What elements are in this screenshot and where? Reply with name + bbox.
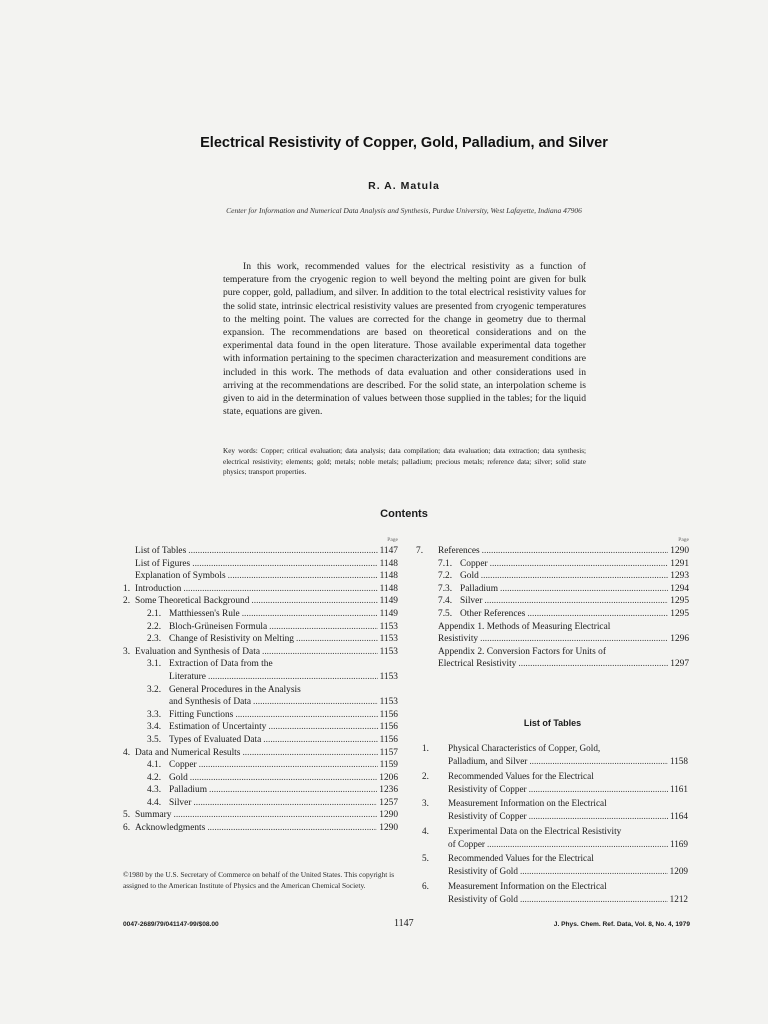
table-title-line1: Recommended Values for the Electrical [448, 853, 594, 863]
toc-entry-label: Extraction of Data from the [169, 659, 273, 670]
leader-dots [262, 646, 378, 659]
toc-entry-label: Gold [169, 772, 188, 783]
leader-dots [520, 893, 668, 906]
table-number: 6. [422, 880, 429, 891]
toc-entry-number: 7. [416, 546, 424, 556]
leader-dots [480, 633, 668, 646]
toc-entry-page: 1149 [379, 608, 398, 619]
page-number: 1147 [394, 918, 414, 929]
toc-entry [123, 709, 398, 722]
toc-entry-label-cont: Literature [169, 671, 206, 682]
toc-entry-label-cont: Resistivity [438, 634, 479, 645]
toc-entry-page: 1294 [670, 583, 689, 594]
page-column-label: Page [678, 537, 689, 543]
toc-entry-number: 2.3. [147, 634, 162, 645]
toc-entry-page: 1257 [379, 797, 398, 808]
toc-entry-label: Palladium [169, 785, 208, 796]
toc-entry-label: Summary [135, 810, 172, 821]
leader-dots [529, 755, 668, 768]
table-number: 2. [422, 770, 429, 781]
toc-entry-page: 1159 [379, 760, 398, 771]
toc-entry-page: 1291 [670, 558, 689, 569]
table-page: 1169 [669, 838, 688, 849]
table-title-line2: of Copper [448, 838, 485, 849]
toc-entry-label: Fitting Functions [169, 709, 234, 720]
leader-dots [253, 696, 378, 709]
journal-citation: J. Phys. Chem. Ref. Data, Vol. 8, No. 4, 1979 [553, 921, 690, 928]
table-list-item [418, 770, 688, 796]
toc-entry-label: Data and Numerical Results [135, 747, 241, 758]
toc-entry-label: Appendix 1. Methods of Measuring Electrical [438, 621, 611, 632]
toc-entry-label: Other References [460, 608, 526, 619]
toc-entry [123, 633, 398, 646]
toc-entry [123, 822, 398, 835]
leader-dots [183, 583, 377, 596]
list-of-tables [418, 742, 688, 907]
leader-dots [235, 709, 377, 722]
table-page: 1212 [669, 893, 688, 904]
toc-entry-number: 7.1. [438, 558, 453, 569]
toc-entry [123, 595, 398, 608]
table-title-line2: Palladium, and Silver [448, 756, 528, 766]
toc-entry-label: References [438, 546, 480, 556]
table-list-item [418, 825, 688, 851]
toc-entry-label: Matthiessen's Rule [169, 608, 240, 619]
author-affiliation: Center for Information and Numerical Data Analysis and Synthesis, Purdue University, West Lafayette, Indiana 47906 [226, 206, 582, 215]
toc-entry-number: 7.3. [438, 583, 453, 594]
toc-entry [123, 797, 398, 810]
table-title-line1: Experimental Data on the Electrical Resistivity [448, 825, 622, 836]
toc-entry-label: Copper [169, 760, 197, 771]
leader-dots [251, 595, 377, 608]
toc-entry [123, 721, 398, 734]
leader-dots [500, 583, 668, 596]
leader-dots [529, 783, 668, 796]
toc-entry-number: 2.2. [147, 621, 162, 632]
table-number: 3. [422, 798, 429, 808]
toc-entry-page: 1290 [379, 823, 398, 834]
page-column-label: Page [387, 537, 398, 543]
toc-entry-page: 1156 [379, 734, 398, 745]
toc-entry [123, 646, 398, 659]
toc-entry-page: 1290 [670, 546, 689, 556]
toc-entry-page: 1295 [670, 596, 689, 607]
toc-entry-label: Estimation of Uncertainty [169, 722, 267, 733]
toc-entry [416, 621, 689, 634]
author-name: R. A. Matula [368, 180, 440, 192]
leader-dots [208, 671, 378, 684]
table-title-line2: Resistivity of Gold [448, 893, 518, 904]
leader-dots [518, 658, 668, 671]
toc-entry-page: 1153 [379, 621, 398, 632]
toc-entry [123, 558, 398, 571]
toc-entry-page: 1148 [379, 583, 398, 594]
toc-entry-number: 4.3. [147, 785, 162, 796]
table-title-line1: Recommended Values for the Electrical [448, 770, 594, 781]
table-title-line1: Measurement Information on the Electrical [448, 880, 607, 891]
toc-entry-page: 1206 [379, 772, 398, 783]
leader-dots [268, 721, 377, 734]
contents-heading: Contents [380, 508, 428, 520]
table-page: 1161 [669, 783, 688, 794]
toc-entry-number: 7.2. [438, 571, 453, 582]
toc-entry [416, 570, 689, 583]
toc-entry-label-cont: and Synthesis of Data [169, 697, 252, 708]
abstract: In this work, recommended values for the electrical resistivity as a function of temperature from the cryogenic region to well beyond the melting point are given for bulk pure copper, gold, palladium, and silver. In addition to the total electrical resistivity values for the solid state, intrinsic electrical resistivity values are presented from cryogenic temperatures to the melting point. The values are corrected for the change in geometry due to thermal expansion. The recommendations are based on theoretical considerations and on the experimental data found in the open literature. Those available experimental data together with information pertaining to the specimen characterization and measurement conditions are included in this work. The methods of data evaluation and other considerations used in arriving at the recommendations are described. For the solid state, an interpolation scheme is given to aid in the determination of values between those supplied in the tables; for the liquid state, equations are given. [223, 261, 586, 418]
toc-entry-number: 3.2. [147, 684, 162, 695]
leader-dots [192, 558, 377, 571]
leader-dots [527, 608, 668, 621]
toc-entry-label: Some Theoretical Background [135, 596, 250, 607]
toc-entry [123, 809, 398, 822]
toc-entry-page: 1153 [379, 671, 398, 682]
table-title-line1: Physical Characteristics of Copper, Gold, [448, 743, 601, 753]
toc-entry-page: 1296 [670, 634, 689, 645]
toc-entry-label: Introduction [135, 583, 182, 594]
leader-dots [242, 608, 378, 621]
toc-entry-page: 1153 [379, 697, 398, 708]
leader-dots [207, 822, 377, 835]
table-page: 1209 [669, 866, 688, 876]
table-title-line2-row [448, 783, 688, 796]
leader-dots [484, 595, 668, 608]
leader-dots [482, 545, 669, 558]
list-of-tables-heading: List of Tables [523, 718, 582, 728]
toc-entry-page: 1293 [670, 571, 689, 582]
leader-dots [263, 734, 377, 747]
toc-entry [123, 784, 398, 797]
toc-entry-label: List of Figures [135, 558, 191, 569]
leader-dots [209, 784, 377, 797]
table-title-line1: Measurement Information on the Electrical [448, 798, 607, 808]
toc-entry [123, 747, 398, 760]
toc-entry [416, 595, 689, 608]
leader-dots [296, 633, 378, 646]
toc-entry-page: 1148 [379, 558, 398, 569]
leader-dots [228, 570, 378, 583]
toc-entry-page: 1148 [379, 571, 398, 582]
table-title-line2: Resistivity of Copper [448, 811, 527, 821]
toc-entry-label: Palladium [460, 583, 499, 594]
toc-entry-label: Evaluation and Synthesis of Data [135, 646, 260, 657]
toc-entry-number: 4. [123, 747, 131, 758]
table-title-line2-row [448, 838, 688, 851]
toc-entry-page: 1153 [379, 634, 398, 645]
leader-dots [188, 545, 377, 558]
toc-entry-label: Silver [169, 797, 192, 808]
toc-entry [416, 583, 689, 596]
toc-entry-label: Acknowledgments [135, 823, 206, 834]
toc-entry-number: 7.4. [438, 596, 453, 607]
toc-entry [416, 608, 689, 621]
leader-dots [193, 797, 377, 810]
toc-entry-number: 1. [123, 583, 131, 594]
toc-entry-page: 1156 [379, 722, 398, 733]
toc-entry-number: 3.4. [147, 722, 162, 733]
contents-right-column [416, 536, 689, 671]
toc-entry-number: 4.1. [147, 760, 162, 771]
toc-entry-label: General Procedures in the Analysis [169, 684, 301, 695]
toc-entry-label-cont: Electrical Resistivity [438, 659, 517, 670]
table-number: 1. [422, 743, 429, 753]
toc-entry-label: Explanation of Symbols [135, 571, 226, 582]
table-title-line2: Resistivity of Gold [448, 866, 518, 876]
toc-entry-continuation [123, 696, 398, 709]
toc-entry-label: Gold [460, 571, 479, 582]
toc-entry-label: Copper [460, 558, 488, 569]
leader-dots [481, 570, 669, 583]
toc-entry-continuation [416, 633, 689, 646]
toc-entry-number: 5. [123, 810, 131, 821]
toc-entry-number: 2.1. [147, 608, 162, 619]
toc-entry-page: 1290 [379, 810, 398, 821]
toc-entry-label: List of Tables [135, 546, 187, 556]
table-title-line2-row [448, 893, 688, 906]
toc-entry [123, 621, 398, 634]
toc-entry [123, 684, 398, 697]
table-list-item [418, 797, 688, 823]
toc-entry-page: 1236 [379, 785, 398, 796]
contents-left-column [123, 536, 398, 835]
toc-entry-continuation [123, 671, 398, 684]
toc-entry [123, 570, 398, 583]
table-list-item [418, 852, 688, 878]
leader-dots [520, 865, 668, 878]
toc-entry-number: 6. [123, 823, 131, 834]
table-title-line2: Resistivity of Copper [448, 783, 527, 794]
toc-entry-number: 3.3. [147, 709, 162, 720]
toc-entry-label: Change of Resistivity on Melting [169, 634, 294, 645]
toc-entry [416, 646, 689, 659]
toc-entry-page: 1153 [379, 646, 398, 657]
leader-dots [487, 838, 668, 851]
toc-entry-page: 1147 [379, 546, 398, 556]
paper-title: Electrical Resistivity of Copper, Gold, Palladium, and Silver [200, 135, 608, 151]
leader-dots [190, 772, 378, 785]
footer-code: 0047-2689/79/041147-99/$08.00 [123, 921, 219, 928]
toc-entry-number: 4.2. [147, 772, 162, 783]
toc-entry [123, 608, 398, 621]
toc-entry [123, 658, 398, 671]
toc-entry [123, 583, 398, 596]
table-page: 1164 [669, 811, 688, 821]
toc-entry-label: Appendix 2. Conversion Factors for Units of [438, 646, 606, 657]
table-title-line2-row [448, 810, 688, 823]
toc-entry-number: 2. [123, 596, 131, 607]
table-page: 1158 [669, 756, 688, 766]
leader-dots [242, 747, 377, 760]
leader-dots [199, 759, 378, 772]
table-title-line2-row [448, 755, 688, 768]
toc-entry [416, 545, 689, 558]
copyright-notice: ©1980 by the U.S. Secretary of Commerce on behalf of the United States. This copyright is assigned to the American Institute of Physics and the American Chemical Society. [123, 870, 395, 890]
table-list-item [418, 880, 688, 906]
leader-dots [529, 810, 668, 823]
table-number: 4. [422, 825, 429, 836]
table-title-line2-row [448, 865, 688, 878]
toc-entry-label: Silver [460, 596, 483, 607]
toc-entry-page: 1149 [379, 596, 398, 607]
toc-entry-page: 1156 [379, 709, 398, 720]
toc-entry [123, 545, 398, 558]
toc-entry-number: 3.5. [147, 734, 162, 745]
toc-entry-page: 1295 [670, 608, 689, 619]
toc-entry-label: Bloch-Grüneisen Formula [169, 621, 268, 632]
toc-entry [123, 759, 398, 772]
toc-entry-page: 1157 [379, 747, 398, 758]
toc-entry [416, 558, 689, 571]
leader-dots [173, 809, 377, 822]
toc-entry [123, 772, 398, 785]
table-list-item [418, 742, 688, 768]
toc-entry [123, 734, 398, 747]
toc-entry-label: Types of Evaluated Data [169, 734, 262, 745]
toc-entry-continuation [416, 658, 689, 671]
toc-entry-number: 3.1. [147, 659, 162, 670]
toc-entry-number: 3. [123, 646, 131, 657]
toc-entry-number: 4.4. [147, 797, 162, 808]
table-number: 5. [422, 853, 429, 863]
toc-entry-number: 7.5. [438, 608, 453, 619]
leader-dots [269, 621, 377, 634]
keywords: Key words: Copper; critical evaluation; data analysis; data compilation; data evaluation; data extraction; data synthesis; electrical resistivity; elements; gold; metals; noble metals; palladium; precious metals; reference data; silver; solid state physics; transport properties. [223, 447, 586, 476]
leader-dots [490, 558, 669, 571]
toc-entry-page: 1297 [670, 659, 689, 670]
